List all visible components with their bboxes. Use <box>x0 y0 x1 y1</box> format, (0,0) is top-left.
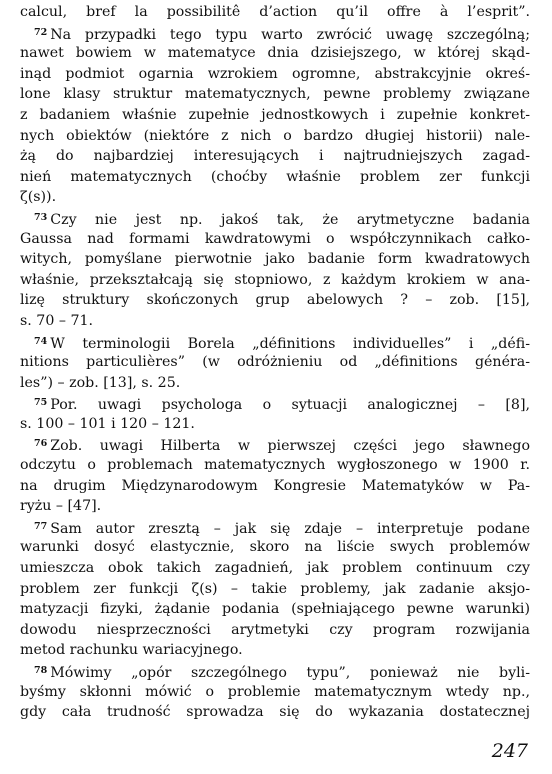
text-line <box>20 187 530 208</box>
footnote-number: 78 <box>34 665 48 676</box>
text-line <box>20 167 530 188</box>
footnote-first-line <box>20 517 530 538</box>
line-text: Sam autor zresztą – jak się zdaje – interpretuje podane <box>50 520 530 537</box>
footnote-first-line <box>20 434 530 455</box>
line-text: dowodu niesprzeczności arytmetyki czy program rozwijania <box>20 621 530 638</box>
line-text: W terminologii Borela „définitions individuelles” i „défi- <box>50 335 530 352</box>
text-line <box>20 229 530 250</box>
line-text: warunki dosyć elastycznie, skoro na liście swych problemów <box>20 539 530 556</box>
text-line <box>20 579 530 600</box>
text-line <box>20 43 530 64</box>
line-text: nitions particulières” (w odróżnieniu od „définitions généra- <box>20 354 530 371</box>
text-line <box>20 640 530 661</box>
text-line <box>20 290 530 311</box>
line-text: lone klasy struktur matematycznych, pewne problemy związane <box>20 86 530 103</box>
text-line <box>20 2 530 23</box>
line-text: odczytu o problemach matematycznych wygłoszonego w 1900 r. <box>20 457 530 474</box>
line-text: byśmy skłonni mówić o problemie matematycznym wtedy np., <box>20 683 530 700</box>
text-line <box>20 682 530 703</box>
text-line <box>20 311 530 332</box>
line-text: metod rachunku wariacyjnego. <box>20 642 243 659</box>
text-line <box>20 476 530 497</box>
text-line <box>20 496 530 517</box>
line-text: nień matematycznych (choćby właśnie problem zer funkcji <box>20 168 530 185</box>
line-text: s. 70 – 71. <box>20 312 94 329</box>
line-text: żą do najbardziej interesujących i najtrudniejszych zagad- <box>20 148 530 165</box>
text-line <box>20 84 530 105</box>
line-text: Czy nie jest np. jakoś tak, że arytmetyczne badania <box>50 211 530 228</box>
text-line <box>20 64 530 85</box>
footnote-number: 77 <box>34 520 48 532</box>
footnote-first-line <box>20 393 530 414</box>
line-text: nych obiektów (niektóre z nich o bardzo długiej historii) nale- <box>20 127 530 144</box>
line-text: inąd podmiot ogarnia wzrokiem ogromne, abstrakcyjnie okreś- <box>20 65 530 82</box>
line-text: calcul, bref la possibilitê d’action qu’il offre à l’esprit”. <box>20 4 530 20</box>
text-line <box>20 414 530 435</box>
line-text: z badaniem właśnie zupełnie jednostkowych i zupełnie konkret- <box>20 106 530 123</box>
line-text: właśnie, przekształcają się stopniowo, z każdym krokiem w ana- <box>20 271 530 288</box>
footnote-first-line <box>20 208 530 229</box>
text-line <box>20 558 530 579</box>
text-line <box>20 373 530 394</box>
line-text: witych, pomyślane pierwotnie jako badanie form kwadratowych <box>20 251 530 268</box>
line-text: les”) – zob. [13], s. 25. <box>20 374 181 391</box>
line-text: lizę struktury skończonych grup abelowych ? – zob. [15], <box>20 292 530 309</box>
text-line <box>20 599 530 620</box>
line-text: ryżu – [47]. <box>20 498 102 515</box>
line-text: gdy cała trudność sprowadza się do wykazania dostatecznej <box>20 704 530 721</box>
footnote-number: 76 <box>34 438 48 450</box>
text-line <box>20 352 530 373</box>
footnote-number: 72 <box>34 26 48 38</box>
line-text: Zob. uwagi Hilberta w pierwszej części jego sławnego <box>50 438 530 455</box>
text-line <box>20 702 530 723</box>
footnote-first-line <box>20 23 530 44</box>
text-line <box>20 270 530 291</box>
page-number: 247 <box>491 740 528 762</box>
line-text: matyzacji fizyki, żądanie podania (spełniającego pewne warunki) <box>20 601 530 618</box>
footnote-first-line <box>20 661 530 682</box>
footnote-number: 74 <box>34 335 48 347</box>
line-text: Mówimy „opór szczególnego typu”, ponieważ nie byli- <box>50 665 530 681</box>
line-text: umieszcza obok takich zagadnień, jak problem continuum czy <box>20 560 530 577</box>
text-line <box>20 249 530 270</box>
page-text <box>20 2 530 723</box>
line-text: s. 100 – 101 i 120 – 121. <box>20 415 195 432</box>
text-line <box>20 455 530 476</box>
line-text: na drugim Międzynarodowym Kongresie Matematyków w Pa- <box>20 477 530 494</box>
text-line <box>20 126 530 147</box>
line-text: problem zer funkcji ζ(s) – takie problemy, jak zadanie aksjo- <box>20 580 530 597</box>
text-line <box>20 146 530 167</box>
line-text: Na przypadki tego typu warto zwrócić uwagę szczególną; <box>50 26 530 43</box>
line-text: Por. uwagi psychologa o sytuacji analogicznej – [8], <box>50 397 530 414</box>
text-line <box>20 105 530 126</box>
line-text: Gaussa nad formami kawdratowymi o współczynnikach całko- <box>20 230 530 247</box>
line-text: nawet bowiem w matematyce dnia dzisiejszego, w której skąd- <box>20 45 530 62</box>
footnote-number: 75 <box>34 397 48 409</box>
footnote-number: 73 <box>34 211 48 223</box>
line-text: ζ(s)). <box>20 189 57 206</box>
footnote-first-line <box>20 332 530 353</box>
text-line <box>20 537 530 558</box>
text-line <box>20 620 530 641</box>
